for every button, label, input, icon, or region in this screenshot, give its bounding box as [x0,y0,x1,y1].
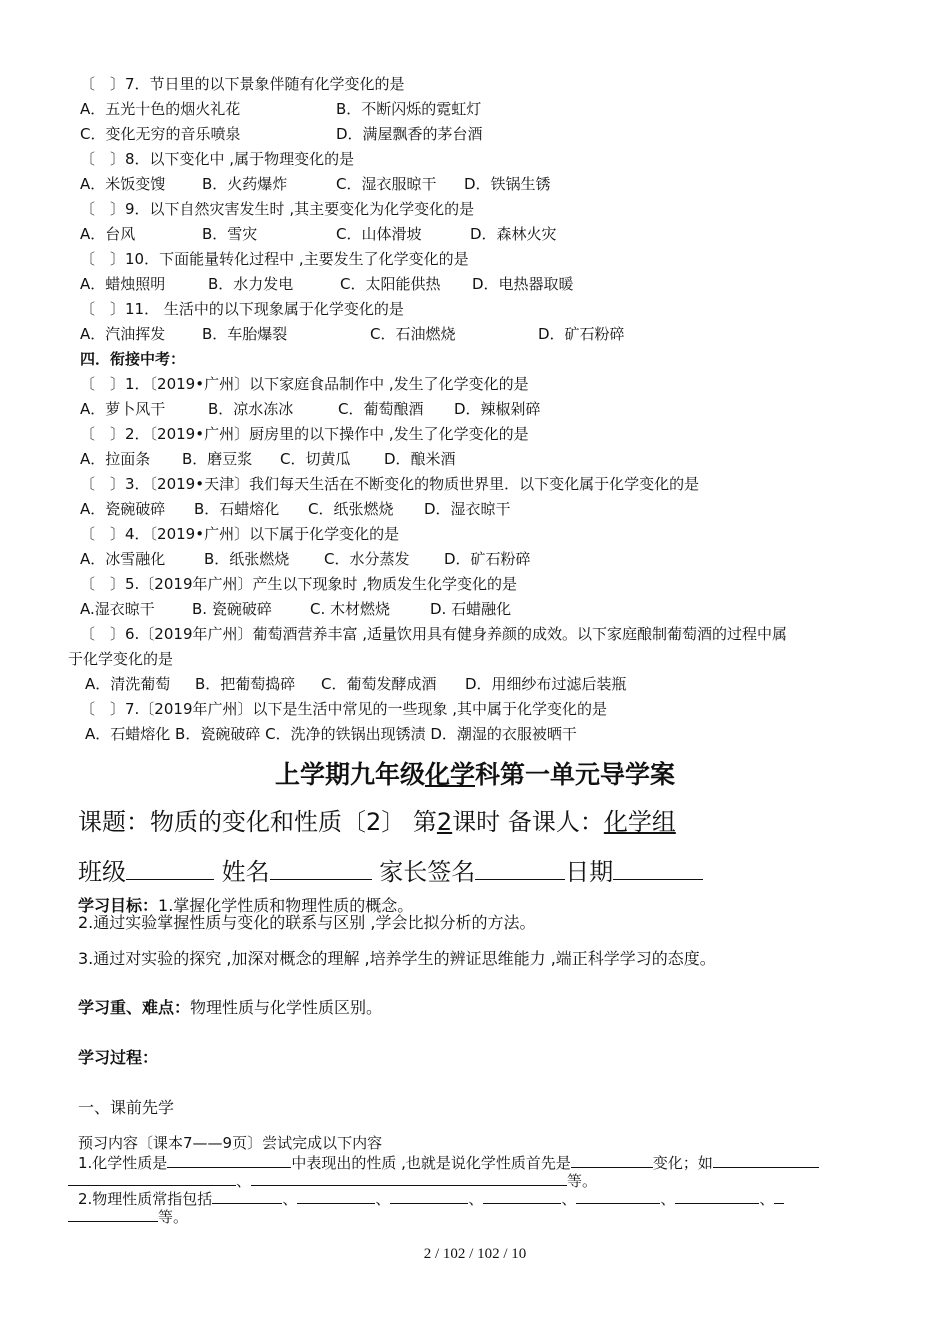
fill-2-blank-3[interactable] [390,1188,468,1204]
option-a: A．台风 [80,225,136,243]
title-suffix: 科第一单元导学案 [475,760,676,789]
option-b: B．磨豆浆 [182,450,253,468]
option-a: A．冰雪融化 [80,550,166,568]
exam-question-7-options: A．石蜡熔化 B．瓷碗破碎 C．洗净的铁锅出现锈渍 D．潮湿的衣服被晒干 [85,725,577,743]
question-8-stem: 〔 〕8．以下变化中 ,属于物理变化的是 [80,150,355,168]
option-d: D．铁锅生锈 [464,175,551,193]
fill-1-blank-4[interactable] [68,1170,236,1186]
name-field[interactable] [270,857,372,880]
option-d: D．辣椒剁碎 [454,400,541,418]
objective-1: 1.掌握化学性质和物理性质的概念。 [158,896,414,915]
exam-question-1-stem: 〔 〕1．〔2019•广州〕以下家庭食品制作中 ,发生了化学变化的是 [80,375,529,393]
fill-2-blank-7[interactable] [774,1188,784,1204]
lesson-number: 2 [436,808,453,836]
key-points-label: 学习重、难点： [78,998,191,1017]
exam-question-4-stem: 〔 〕4．〔2019•广州〕以下属于化学变化的是 [80,525,400,543]
title-prefix: 上学期九年级 [274,760,425,789]
option-a: A．瓷碗破碎 [80,500,166,518]
fill-2-blank-6[interactable] [675,1188,759,1204]
option-a: A．拉面条 [80,450,151,468]
section-4-heading: 四．衔接中考： [80,350,186,368]
class-label: 班级 [78,858,126,886]
name-label: 姓名 [221,858,270,886]
option-c: C．葡萄酿酒 [338,400,424,418]
title-subject: 化学 [424,760,475,789]
option-d: D．矿石粉碎 [444,550,531,568]
fill-1-text-a: 1.化学性质是 [78,1154,168,1172]
separator: 、 [468,1190,484,1208]
option-b: B．把葡萄捣碎 [195,675,296,693]
exam-question-3-stem: 〔 〕3．〔2019•天津〕我们每天生活在不断变化的物质世界里．以下变化属于化学变化的是 [80,475,700,493]
option-c: C．湿衣服晾干 [336,175,437,193]
option-b: B．不断闪烁的霓虹灯 [336,100,482,118]
option-a: A.湿衣晾干 [80,600,155,618]
option-a: A．五光十色的烟火礼花 [80,100,241,118]
option-b: B. 瓷碗破碎 [192,600,272,618]
key-points-text: 物理性质与化学性质区别。 [190,998,383,1017]
page-number: 2 / 102 / 102 / 10 [423,1246,527,1262]
page-title [0,758,950,792]
objectives-label: 学习目标： [78,896,159,915]
fill-2-blank-1[interactable] [212,1188,282,1204]
separator: 、 [282,1190,298,1208]
fill-1-separator: 、 [236,1172,252,1190]
fill-2-end: 等。 [158,1208,189,1226]
date-field[interactable] [613,857,703,880]
fill-1-blank-1[interactable] [167,1152,291,1168]
option-c: C. 木材燃烧 [310,600,391,618]
option-c: C．切黄瓜 [280,450,351,468]
question-11-stem: 〔 〕11． 生活中的以下现象属于化学变化的是 [80,300,404,318]
separator: 、 [561,1190,577,1208]
option-c: C．石油燃烧 [370,325,456,343]
fill-1-blank-2[interactable] [571,1152,653,1168]
fill-2-blank-8[interactable] [68,1206,158,1222]
parent-signature-field[interactable] [475,857,565,880]
fill-1-blank-5[interactable] [251,1170,567,1186]
option-d: D．满屋飘香的茅台酒 [336,125,483,143]
fill-1-end: 等。 [567,1172,598,1190]
option-b: B．水力发电 [208,275,294,293]
lesson-preparer: 化学组 [603,808,676,836]
pre-study-intro: 预习内容〔课本7——9页〕尝试完成以下内容 [78,1134,383,1152]
exam-question-5-stem: 〔 〕5.〔2019年广州〕产生以下现象时 ,物质发生化学变化的是 [80,575,518,593]
option-b: B．车胎爆裂 [202,325,288,343]
option-d: D．湿衣晾干 [424,500,511,518]
separator: 、 [375,1190,391,1208]
option-d: D．森林火灾 [470,225,557,243]
option-a: A．蜡烛照明 [80,275,166,293]
option-c: C．太阳能供热 [340,275,441,293]
option-c: C．纸张燃烧 [308,500,394,518]
fill-in-2-continued [68,1206,188,1227]
fill-2-blank-2[interactable] [297,1188,375,1204]
option-b: B．石蜡熔化 [194,500,280,518]
option-c: C．水分蒸发 [324,550,410,568]
option-c: C．山体滑坡 [336,225,422,243]
exam-question-6-stem-line1: 〔 〕6.〔2019年广州〕葡萄酒营养丰富 ,适量饮用具有健身养颜的成效。以下家庭酿制葡萄酒的过程中属 [80,625,788,643]
option-d: D. 石蜡融化 [430,600,512,618]
lesson-topic: 课题：物质的变化和性质〔2〕 第 [78,808,437,836]
option-d: D．用细纱布过滤后装瓶 [465,675,627,693]
exam-question-6-stem-line2: 于化学变化的是 [68,650,174,668]
objective-2: 2.通过实验掌握性质与变化的联系与区别 ,学会比拟分析的方法。 [78,913,536,932]
fill-2-text: 2.物理性质常指包括 [78,1190,213,1208]
question-7-stem: 〔 〕7．节日里的以下景象伴随有化学变化的是 [80,75,405,93]
option-a: A．萝卜风干 [80,400,166,418]
option-c: C．葡萄发酵成酒 [321,675,437,693]
option-b: B．凉水冻冰 [208,400,294,418]
fill-2-blank-4[interactable] [483,1188,561,1204]
objective-3: 3.通过对实验的探究 ,加深对概念的理解 ,培养学生的辨证思维能力 ,端正科学学习的态度。 [78,949,716,968]
parent-signature-label: 家长签名 [379,858,476,886]
separator: 、 [660,1190,676,1208]
lesson-suffix: 课时 备课人： [452,808,604,836]
question-10-stem: 〔 〕10．下面能量转化过程中 ,主要发生了化学变化的是 [80,250,469,268]
separator: 、 [759,1190,775,1208]
pre-study-heading: 一、课前先学 [78,1098,175,1117]
option-b: B．纸张燃烧 [204,550,290,568]
fill-1-text-b: 中表现出的性质 ,也就是说化学性质首先是 [291,1154,571,1172]
date-label: 日期 [565,858,614,886]
fill-1-text-c: 变化；如 [652,1154,713,1172]
fill-1-blank-3[interactable] [713,1152,819,1168]
option-a: A．米饭变馊 [80,175,166,193]
option-a: A．汽油挥发 [80,325,166,343]
process-label: 学习过程： [78,1048,159,1067]
lesson-topic-line [78,806,676,838]
exam-question-2-stem: 〔 〕2．〔2019•广州〕厨房里的以下操作中 ,发生了化学变化的是 [80,425,529,443]
fill-2-blank-5[interactable] [576,1188,660,1204]
student-info-line [78,856,703,888]
exam-question-7-stem: 〔 〕7.〔2019年广州〕以下是生活中常见的一些现象 ,其中属于化学变化的是 [80,700,608,718]
key-points-line [78,998,382,1018]
question-9-stem: 〔 〕9．以下自然灾害发生时 ,其主要变化为化学变化的是 [80,200,475,218]
class-field[interactable] [126,857,214,880]
option-a: A．清洗葡萄 [85,675,171,693]
option-d: D．酿米酒 [384,450,456,468]
option-d: D．矿石粉碎 [538,325,625,343]
option-b: B．火药爆炸 [202,175,288,193]
option-b: B．雪灾 [202,225,258,243]
option-d: D．电热器取暖 [472,275,574,293]
option-c: C．变化无穷的音乐喷泉 [80,125,241,143]
